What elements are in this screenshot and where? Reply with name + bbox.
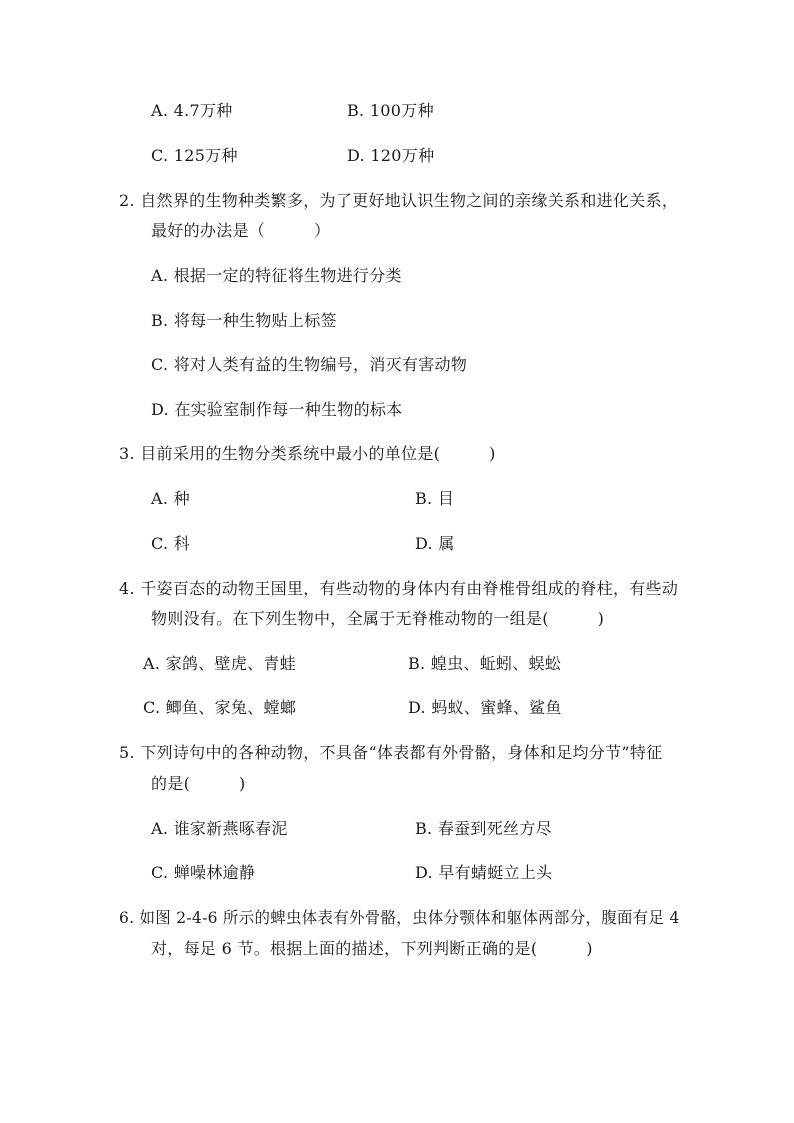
q6-stem-line2: 对，每足 6 节。根据上面的描述，下列判断正确的是( ) [151, 939, 593, 958]
q3-option-b: B. 目 [415, 489, 455, 508]
q3-option-d: D. 属 [415, 534, 455, 553]
q1-option-b: B. 100万种 [347, 101, 434, 120]
q5-stem-line1: 5. 下列诗句中的各种动物，不具备“体表都有外骨骼，身体和足均分节”特征 [119, 743, 663, 762]
q5-stem-line2: 的是( ) [151, 774, 246, 793]
q2-stem-line1: 2. 自然界的生物种类繁多，为了更好地认识生物之间的亲缘关系和进化关系， [119, 191, 679, 210]
q4-option-a: A. 家鸽、壁虎、青蛙 [143, 654, 297, 673]
q1-option-c: C. 125万种 [151, 146, 238, 165]
q3-stem-line1: 3. 目前采用的生物分类系统中最小的单位是( ) [119, 444, 496, 463]
q4-option-b: B. 蝗虫、蚯蚓、蜈蚣 [408, 654, 562, 673]
q4-stem-line2: 物则没有。在下列生物中，全属于无脊椎动物的一组是( ) [151, 609, 605, 628]
q3-option-c: C. 科 [151, 534, 191, 553]
q5-option-a: A. 谁家新燕啄春泥 [151, 819, 288, 838]
q2-option-c: C. 将对人类有益的生物编号，消灭有害动物 [151, 355, 468, 374]
q5-option-b: B. 春蚕到死丝方尽 [415, 819, 552, 838]
q2-option-b: B. 将每一种生物贴上标签 [151, 311, 337, 330]
q4-option-c: C. 鲫鱼、家兔、螳螂 [143, 698, 297, 717]
q4-stem-line1: 4. 千姿百态的动物王国里，有些动物的身体内有由脊椎骨组成的脊柱，有些动 [119, 579, 679, 598]
q3-option-a: A. 种 [151, 489, 190, 508]
q1-option-a: A. 4.7万种 [151, 101, 233, 120]
q2-option-a: A. 根据一定的特征将生物进行分类 [151, 266, 402, 285]
q2-stem-line2: 最好的办法是（ ） [151, 221, 331, 240]
q4-option-d: D. 蚂蚁、蜜蜂、鲨鱼 [408, 698, 562, 717]
q5-option-d: D. 早有蜻蜓立上头 [415, 863, 553, 882]
q2-option-d: D. 在实验室制作每一种生物的标本 [151, 400, 403, 419]
q5-option-c: C. 蝉噪林逾静 [151, 863, 256, 882]
q6-stem-line1: 6. 如图 2-4-6 所示的蜱虫体表有外骨骼，虫体分颚体和躯体两部分，腹面有足 4 [119, 908, 680, 927]
q1-option-d: D. 120万种 [347, 146, 435, 165]
